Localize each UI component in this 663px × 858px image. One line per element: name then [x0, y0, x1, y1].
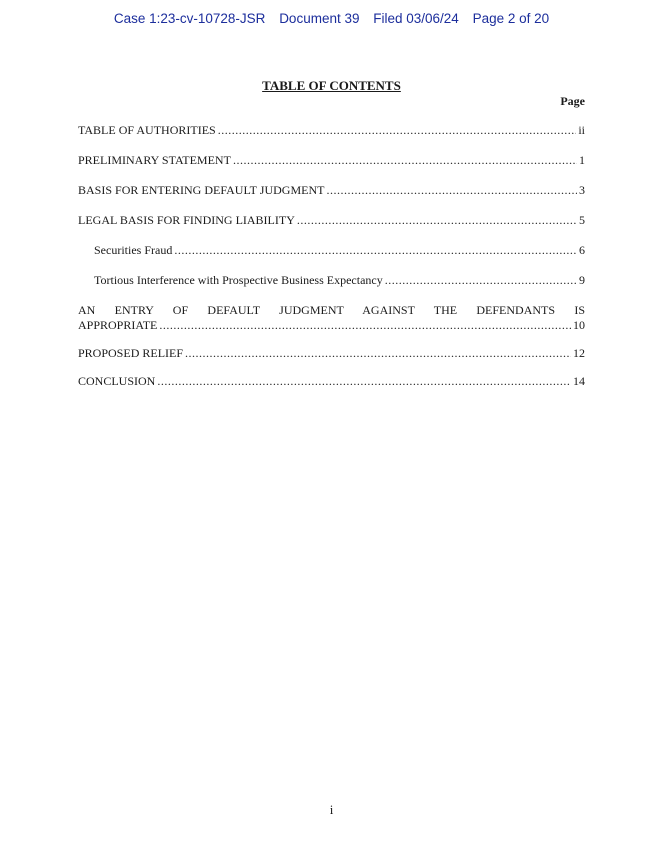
page-footer-number: i	[329, 802, 334, 817]
toc-entry-label: TABLE OF AUTHORITIES	[78, 123, 216, 137]
toc-entry-tortious-interference[interactable]	[94, 273, 585, 288]
toc-entry-securities-fraud[interactable]	[94, 243, 585, 258]
toc-entry-page: 9	[579, 273, 585, 287]
toc-entry-page: 12	[573, 346, 585, 360]
page-count: Page 2 of 20	[472, 11, 550, 26]
case-header	[0, 11, 663, 26]
toc-entry-default-judgment[interactable]	[78, 303, 585, 333]
leader-dots	[326, 183, 577, 198]
leader-dots	[385, 273, 577, 288]
case-number: Case 1:23-cv-10728-JSR	[113, 11, 266, 26]
toc-entry-preliminary[interactable]	[78, 153, 585, 168]
toc-entry-basis-default[interactable]	[78, 183, 585, 198]
document-number: Document 39	[279, 11, 360, 26]
toc-entry-label-line1: AN ENTRY OF DEFAULT JUDGMENT AGAINST THE DEFENDANTS IS	[78, 303, 585, 317]
toc-entry-label: CONCLUSION	[78, 374, 156, 388]
toc-title: TABLE OF CONTENTS	[262, 78, 401, 93]
toc-entry-legal-basis[interactable]	[78, 213, 585, 228]
toc-entry-label: PROPOSED RELIEF	[78, 346, 184, 360]
toc-entry-authorities[interactable]	[78, 123, 585, 138]
page-column-label: Page	[560, 94, 585, 108]
toc-entry-page: 3	[579, 183, 585, 197]
toc-entry-page: 14	[573, 374, 585, 388]
toc-entry-conclusion[interactable]	[78, 374, 585, 389]
leader-dots	[157, 374, 571, 389]
toc-entry-label: LEGAL BASIS FOR FINDING LIABILITY	[78, 213, 295, 227]
toc-entry-proposed-relief[interactable]	[78, 346, 585, 361]
leader-dots	[159, 318, 571, 333]
toc-entry-page: 5	[579, 213, 585, 227]
toc-entry-page: 10	[573, 318, 585, 332]
leader-dots	[174, 243, 577, 258]
toc-entry-label-line2: APPROPRIATE	[78, 318, 158, 332]
toc-entry-page: ii	[578, 123, 585, 137]
toc-entry-label: Securities Fraud	[94, 243, 173, 257]
toc-entry-page: 6	[579, 243, 585, 257]
toc-entry-label: Tortious Interference with Prospective Business Expectancy	[94, 273, 383, 287]
filed-date: Filed 03/06/24	[373, 11, 459, 26]
toc-entry-page: 1	[579, 153, 585, 167]
leader-dots	[185, 346, 571, 361]
leader-dots	[233, 153, 577, 168]
toc-entry-label: PRELIMINARY STATEMENT	[78, 153, 231, 167]
toc-entry-label: BASIS FOR ENTERING DEFAULT JUDGMENT	[78, 183, 325, 197]
leader-dots	[218, 123, 577, 138]
leader-dots	[297, 213, 577, 228]
